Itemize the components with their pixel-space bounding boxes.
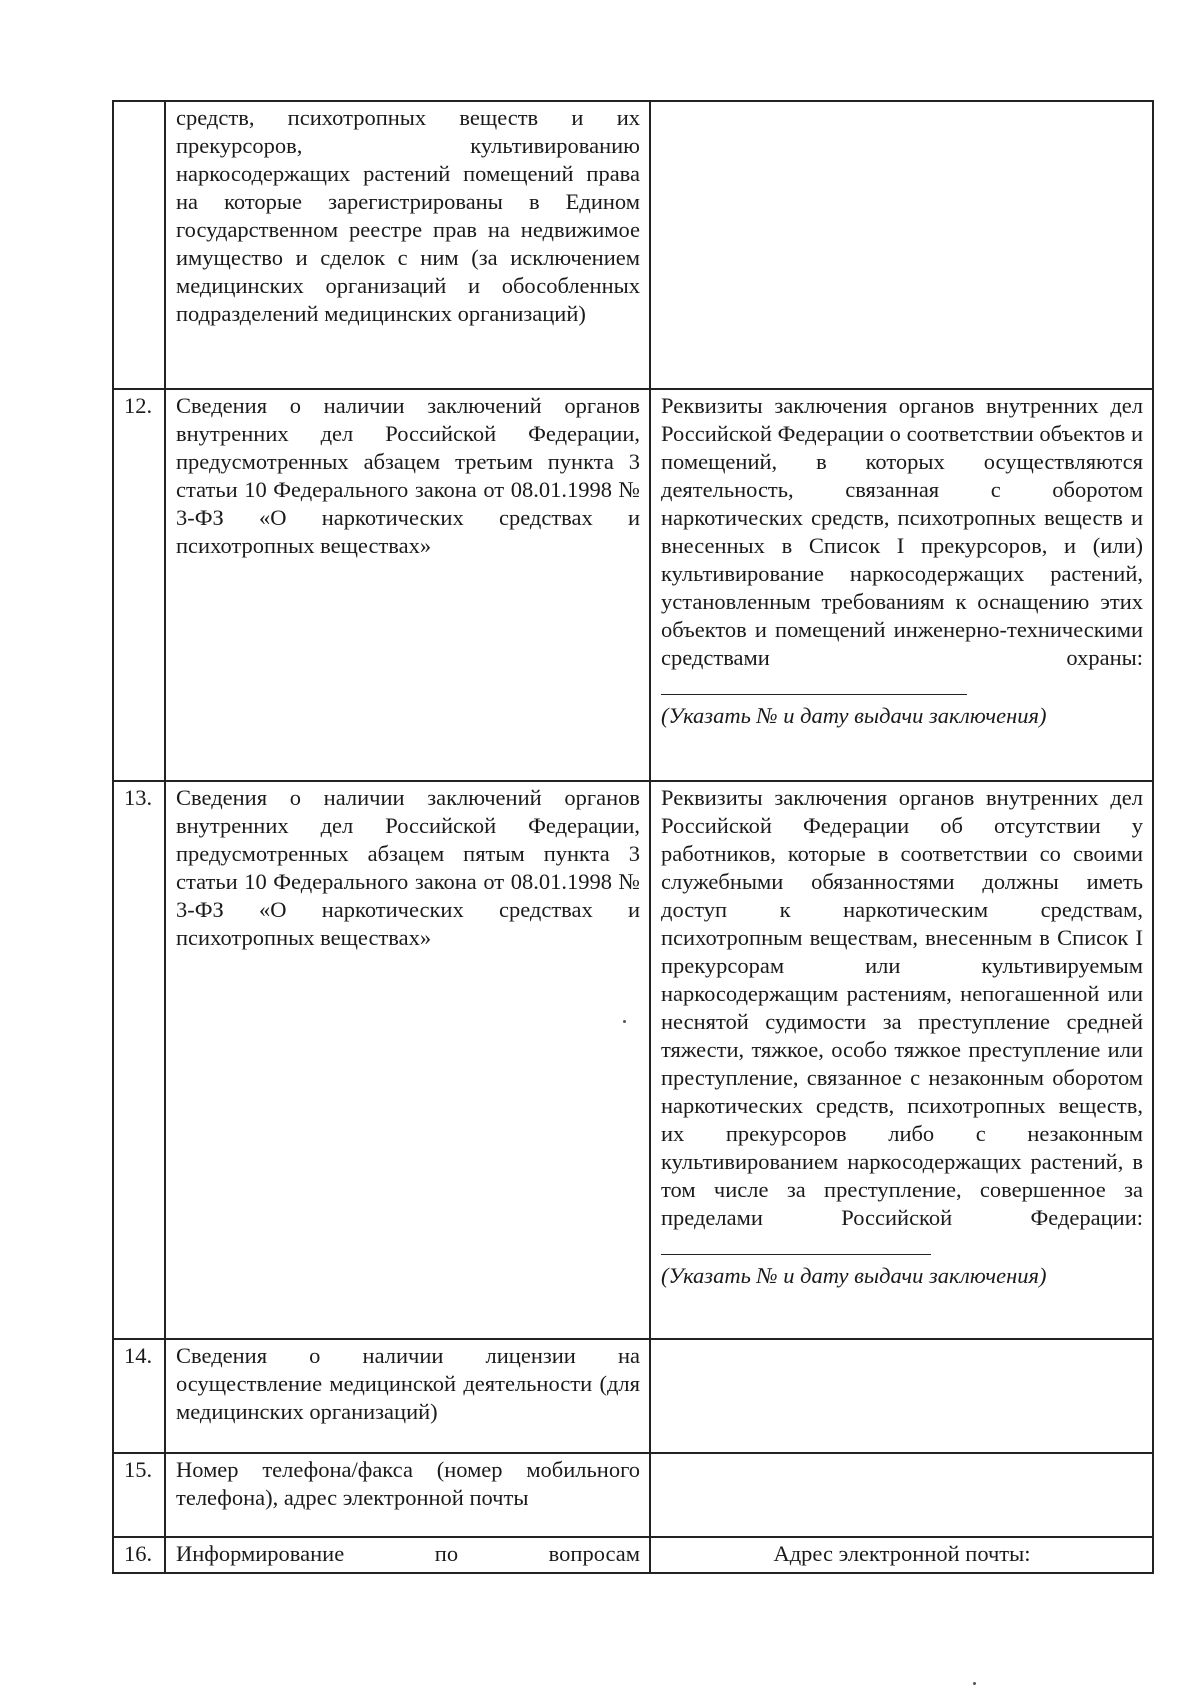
- row-number: 13.: [113, 781, 165, 1339]
- row-label: средств, психотропных веществ и их прекурсоров, культивированию наркосодержащих растений помещений права на которые зарегистрированы в Едином государственном реестре прав на недвижимое имущество и сделок с ним (за исключением медицинских организаций и обособленных подразделений медицинских организаций): [165, 101, 650, 389]
- scan-speck: [973, 1682, 976, 1685]
- fill-hint: (Указать № и дату выдачи заключения): [661, 1263, 1047, 1288]
- row-number: 16.: [113, 1537, 165, 1573]
- requisites-text: [661, 784, 1143, 1262]
- row-label: Сведения о наличии лицензии на осуществление медицинской деятельности (для медицинских организаций): [165, 1339, 650, 1453]
- table-row: [113, 1453, 1153, 1537]
- row-label: Номер телефона/факса (номер мобильного телефона), адрес электронной почты: [165, 1453, 650, 1537]
- row-number: [113, 101, 165, 389]
- table-row: [113, 101, 1153, 389]
- row-number: 14.: [113, 1339, 165, 1453]
- row-value-field[interactable]: Адрес электронной почты:: [650, 1537, 1153, 1573]
- row-number: 12.: [113, 389, 165, 781]
- row-value-field[interactable]: [650, 1339, 1153, 1453]
- requisites-label: Реквизиты заключения органов внутренних дел Российской Федерации о соответствии объектов и помещений, в которых осуществляются деятельность, связанная с оборотом наркотических средств, психотропных веществ и внесенных в Список I прекурсоров, и (или) культивирование наркосодержащих растений, установленным требованиям к оснащению этих объектов и помещений инженерно-техническими средствами охраны:: [661, 393, 1143, 670]
- table-row: [113, 781, 1153, 1339]
- application-form-table: [112, 100, 1154, 1574]
- row-value-field[interactable]: [650, 1453, 1153, 1537]
- table-row: [113, 389, 1153, 781]
- table-row: [113, 1339, 1153, 1453]
- conclusion-blank-line[interactable]: [661, 1232, 931, 1255]
- row-value-field[interactable]: [650, 781, 1153, 1339]
- table-row: [113, 1537, 1153, 1573]
- requisites-label: Реквизиты заключения органов внутренних дел Российской Федерации об отсутствии у работников, которые в соответствии со своими служебными обязанностями должны иметь доступ к наркотическим средствам, психотропным веществам, внесенным в Список I прекурсорам или культивируемым наркосодержащим растениям, непогашенной или неснятой судимости за преступление средней тяжести, тяжкое, особо тяжкое преступление или преступление, связанное с незаконным оборотом наркотических средств, психотропных веществ, их прекурсоров либо с незаконным культивированием наркосодержащих растений, в том числе за преступление, совершенное за пределами Российской Федерации:: [661, 785, 1143, 1230]
- requisites-text: [661, 392, 1143, 702]
- row-label: Сведения о наличии заключений органов внутренних дел Российской Федерации, предусмотренных абзацем третьим пункта 3 статьи 10 Федерального закона от 08.01.1998 № 3-ФЗ «О наркотических средствах и психотропных веществах»: [165, 389, 650, 781]
- conclusion-blank-line[interactable]: [661, 672, 967, 695]
- row-value-field[interactable]: [650, 389, 1153, 781]
- scan-speck: [623, 1020, 626, 1023]
- row-number: 15.: [113, 1453, 165, 1537]
- row-value-field[interactable]: [650, 101, 1153, 389]
- fill-hint: (Указать № и дату выдачи заключения): [661, 703, 1047, 728]
- row-label: Информирование по вопросам: [165, 1537, 650, 1573]
- row-label: Сведения о наличии заключений органов внутренних дел Российской Федерации, предусмотренных абзацем пятым пункта 3 статьи 10 Федерального закона от 08.01.1998 № 3-ФЗ «О наркотических средствах и психотропных веществах»: [165, 781, 650, 1339]
